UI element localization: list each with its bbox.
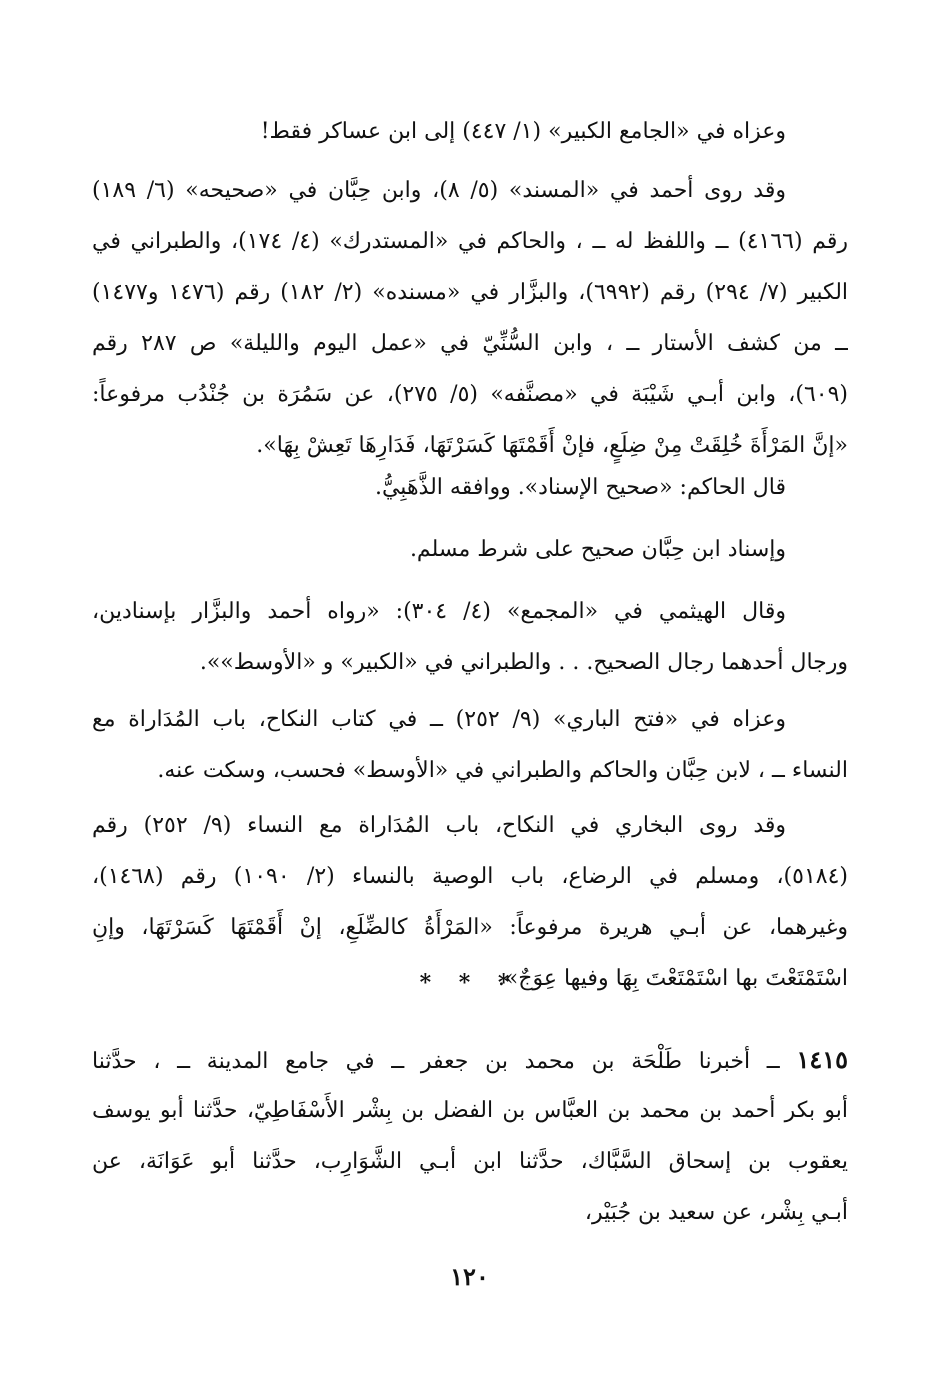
text-line: وإسناد ابن حِبَّان صحيح على شرط مسلم. [409, 537, 786, 562]
hadith-text: ــ أخبرنا طَلْحَة بن محمد بن جعفر ــ في جامع المدينة ــ ، حدَّثنا [92, 1049, 780, 1074]
text-line: يعقوب بن إسحاق السَّبَّاك، حدَّثنا ابن أبـي الشَّوَارِب، حدَّثنا أبو عَوَانَة، عن [92, 1149, 848, 1174]
text-line [92, 1034, 848, 1085]
text-line: وغيرهما، عن أبـي هريرة مرفوعاً: «المَرْأَةُ كالضِّلَعِ، إنْ أَقَمْتَهَا كَسَرْتَهَا، وإنِ [92, 915, 848, 940]
text-line: وقال الهيثمي في «المجمع» (٤/ ٣٠٤): «رواه أحمد والبزَّار بإسنادين، [92, 599, 787, 624]
text-line: وعزاه في «فتح الباري» (٩/ ٢٥٢) ــ في كتاب النكاح، باب المُدَاراة مع [92, 707, 786, 732]
text-line: (٦٠٩)، وابن أبـي شَيْبَة في «مصنَّفه» (٥/ ٢٧٥)، عن سَمُرَة بن جُنْدُب مرفوعاً: [92, 382, 848, 407]
text-line: الكبير (٧/ ٢٩٤) رقم (٦٩٩٢)، والبزَّار في «مسنده» (٢/ ١٨٢) رقم (١٤٧٦ و١٤٧٧) [92, 280, 848, 305]
paragraph-3 [92, 462, 848, 513]
section-separator: * * * [419, 970, 520, 996]
text-line: وقد روى البخاري في النكاح، باب المُدَاراة مع النساء (٩/ ٢٥٢) رقم [92, 813, 787, 838]
page-number: ١٢٠ [450, 1262, 489, 1291]
text-line: ورجال أحدهما رجال الصحيح. . . والطبراني في «الكبير» و «الأوسط»». [199, 650, 848, 675]
paragraph-4 [92, 524, 848, 575]
text-line: ــ من كشف الأستار ــ ، وابن السُّنِّيّ في «عمل اليوم والليلة» ص ٢٨٧ رقم [92, 331, 848, 356]
text-line: وقد روى أحمد في «المسند» (٥/ ٨)، وابن حِبَّان في «صحيحه» (٦/ ١٨٩) [92, 178, 787, 203]
paragraph-1 [92, 106, 848, 157]
hadith-entry [92, 1034, 848, 1238]
text-line: وعزاه في «الجامع الكبير» (١/ ٤٤٧) إلى ابن عساكر فقط! [260, 119, 786, 144]
text-line: (٥١٨٤)، ومسلم في الرضاع، باب الوصية بالنساء (٢/ ١٠٩٠) رقم (١٤٦٨)، [92, 864, 848, 889]
paragraph-6 [92, 694, 848, 796]
text-line: أبو بكر أحمد بن محمد بن العبَّاس بن الفضل بن بِشْر الأَسْفَاطِيّ، حدَّثنا أبو يوسف [92, 1098, 848, 1123]
text-line: رقم (٤١٦٦) ــ واللفظ له ــ ، والحاكم في «المستدرك» (٤/ ١٧٤)، والطبراني في [92, 229, 848, 254]
hadith-number: ١٤١٥ [796, 1045, 848, 1074]
text-line: اسْتَمْتَعْتَ بها اسْتَمْتَعْتَ بِهَا وفيها عِوَجٌ». [497, 966, 848, 991]
paragraph-2 [92, 165, 848, 471]
paragraph-5 [92, 586, 848, 688]
text-line: «إنَّ المَرْأَةَ خُلِقَتْ مِنْ ضِلَعٍ، فإنْ أَقَمْتَهَا كَسَرْتَهَا، فَدَارِهَا تَعِشْ بِهَا». [256, 433, 848, 458]
text-line: قال الحاكم: «صحيح الإسناد». ووافقه الذَّهَبِيُّ. [374, 475, 786, 500]
text-line: أبـي بِشْر، عن سعيد بن جُبَيْر، [584, 1200, 848, 1225]
text-line: النساء ــ ، لابن حِبَّان والحاكم والطبراني في «الأوسط» فحسب، وسكت عنه. [157, 758, 848, 783]
